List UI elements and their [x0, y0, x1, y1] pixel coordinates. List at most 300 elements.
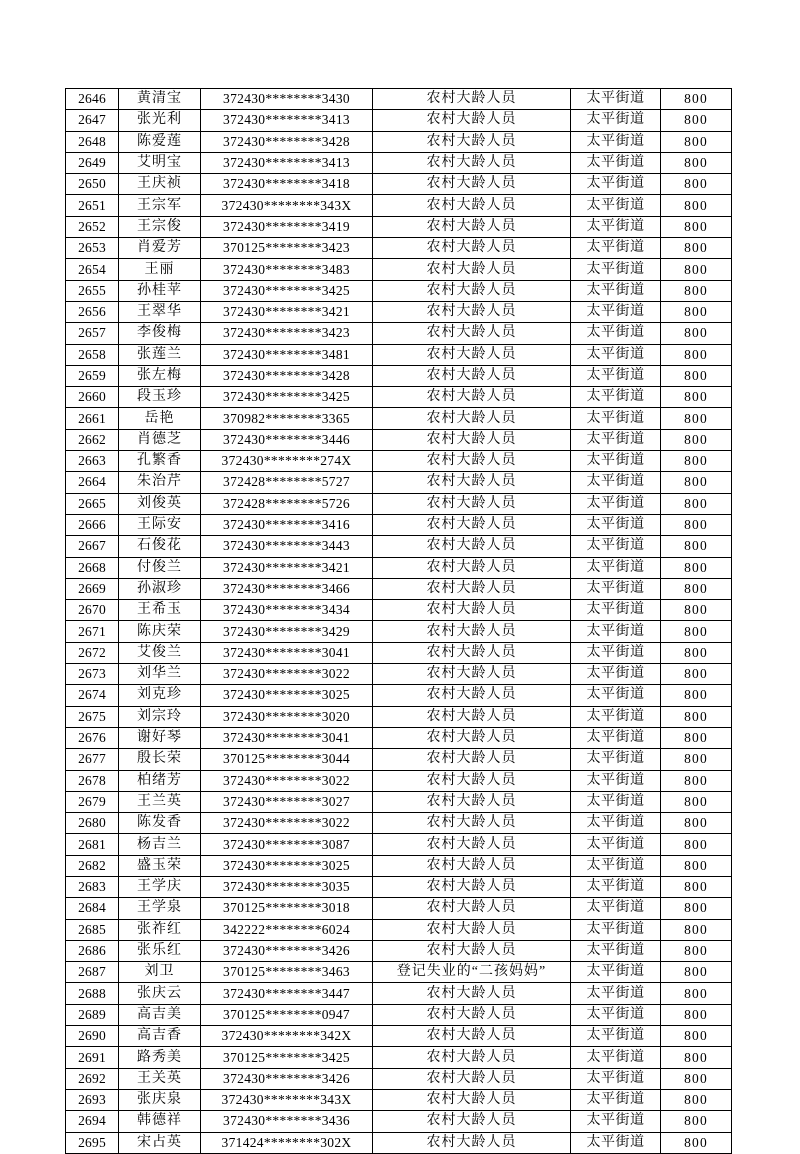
cell-amount: 800 — [661, 940, 732, 961]
table-row — [66, 472, 732, 493]
cell-street: 太平街道 — [571, 1047, 661, 1068]
cell-category: 农村大龄人员 — [373, 1004, 571, 1025]
cell-street: 太平街道 — [571, 749, 661, 770]
cell-id-number: 372430********3041 — [201, 727, 373, 748]
cell-id-number: 372430********3022 — [201, 813, 373, 834]
cell-sequence-number: 2666 — [66, 514, 119, 535]
cell-street: 太平街道 — [571, 280, 661, 301]
cell-street: 太平街道 — [571, 131, 661, 152]
cell-sequence-number: 2692 — [66, 1068, 119, 1089]
cell-amount: 800 — [661, 813, 732, 834]
cell-person-name: 张庆云 — [119, 983, 201, 1004]
cell-person-name: 路秀美 — [119, 1047, 201, 1068]
cell-category: 农村大龄人员 — [373, 940, 571, 961]
cell-id-number: 372428********5726 — [201, 493, 373, 514]
cell-amount: 800 — [661, 238, 732, 259]
cell-category: 农村大龄人员 — [373, 110, 571, 131]
cell-sequence-number: 2663 — [66, 451, 119, 472]
cell-amount: 800 — [661, 110, 732, 131]
table-row — [66, 898, 732, 919]
table-row — [66, 387, 732, 408]
cell-street: 太平街道 — [571, 429, 661, 450]
cell-id-number: 372430********3426 — [201, 940, 373, 961]
cell-person-name: 王关英 — [119, 1068, 201, 1089]
table-row — [66, 983, 732, 1004]
table-row — [66, 429, 732, 450]
cell-category: 农村大龄人员 — [373, 898, 571, 919]
cell-street: 太平街道 — [571, 600, 661, 621]
cell-category: 农村大龄人员 — [373, 876, 571, 897]
cell-person-name: 谢好琴 — [119, 727, 201, 748]
cell-sequence-number: 2664 — [66, 472, 119, 493]
cell-sequence-number: 2681 — [66, 834, 119, 855]
cell-person-name: 刘克珍 — [119, 685, 201, 706]
cell-amount: 800 — [661, 600, 732, 621]
cell-category: 农村大龄人员 — [373, 749, 571, 770]
cell-sequence-number: 2687 — [66, 962, 119, 983]
cell-street: 太平街道 — [571, 919, 661, 940]
cell-id-number: 370125********3018 — [201, 898, 373, 919]
cell-street: 太平街道 — [571, 834, 661, 855]
cell-sequence-number: 2671 — [66, 621, 119, 642]
table-row — [66, 216, 732, 237]
cell-id-number: 370982********3365 — [201, 408, 373, 429]
cell-amount: 800 — [661, 301, 732, 322]
cell-street: 太平街道 — [571, 1026, 661, 1047]
cell-street: 太平街道 — [571, 174, 661, 195]
cell-amount: 800 — [661, 706, 732, 727]
cell-amount: 800 — [661, 131, 732, 152]
cell-category: 农村大龄人员 — [373, 174, 571, 195]
cell-category: 农村大龄人员 — [373, 727, 571, 748]
cell-street: 太平街道 — [571, 898, 661, 919]
table-row — [66, 621, 732, 642]
cell-category: 农村大龄人员 — [373, 216, 571, 237]
cell-amount: 800 — [661, 1047, 732, 1068]
table-row — [66, 749, 732, 770]
cell-sequence-number: 2683 — [66, 876, 119, 897]
cell-person-name: 陈发香 — [119, 813, 201, 834]
cell-category: 农村大龄人员 — [373, 472, 571, 493]
cell-sequence-number: 2677 — [66, 749, 119, 770]
cell-sequence-number: 2682 — [66, 855, 119, 876]
cell-amount: 800 — [661, 152, 732, 173]
cell-person-name: 付俊兰 — [119, 557, 201, 578]
cell-person-name: 杨吉兰 — [119, 834, 201, 855]
cell-category: 农村大龄人员 — [373, 642, 571, 663]
cell-id-number: 372430********3421 — [201, 301, 373, 322]
table-row — [66, 1089, 732, 1110]
cell-sequence-number: 2693 — [66, 1089, 119, 1110]
cell-street: 太平街道 — [571, 365, 661, 386]
cell-category: 农村大龄人员 — [373, 493, 571, 514]
cell-id-number: 370125********3423 — [201, 238, 373, 259]
cell-amount: 800 — [661, 855, 732, 876]
cell-category: 农村大龄人员 — [373, 451, 571, 472]
cell-person-name: 王学泉 — [119, 898, 201, 919]
cell-amount: 800 — [661, 429, 732, 450]
cell-street: 太平街道 — [571, 1111, 661, 1132]
cell-id-number: 372430********3466 — [201, 578, 373, 599]
cell-amount: 800 — [661, 919, 732, 940]
cell-amount: 800 — [661, 1026, 732, 1047]
cell-amount: 800 — [661, 280, 732, 301]
cell-id-number: 372430********3434 — [201, 600, 373, 621]
cell-id-number: 372430********3428 — [201, 365, 373, 386]
cell-street: 太平街道 — [571, 301, 661, 322]
cell-person-name: 段玉珍 — [119, 387, 201, 408]
cell-person-name: 王兰英 — [119, 791, 201, 812]
cell-category: 农村大龄人员 — [373, 238, 571, 259]
cell-category: 农村大龄人员 — [373, 429, 571, 450]
cell-id-number: 372430********3436 — [201, 1111, 373, 1132]
cell-street: 太平街道 — [571, 451, 661, 472]
cell-street: 太平街道 — [571, 152, 661, 173]
cell-amount: 800 — [661, 514, 732, 535]
table-row — [66, 876, 732, 897]
table-row — [66, 1111, 732, 1132]
table-row — [66, 301, 732, 322]
table-row — [66, 238, 732, 259]
cell-amount: 800 — [661, 174, 732, 195]
table-row — [66, 664, 732, 685]
cell-category: 农村大龄人员 — [373, 195, 571, 216]
cell-id-number: 372430********3423 — [201, 323, 373, 344]
cell-id-number: 372430********3022 — [201, 770, 373, 791]
cell-amount: 800 — [661, 216, 732, 237]
cell-person-name: 柏绪芳 — [119, 770, 201, 791]
cell-person-name: 刘宗玲 — [119, 706, 201, 727]
cell-id-number: 372430********3035 — [201, 876, 373, 897]
table-row — [66, 1132, 732, 1153]
cell-sequence-number: 2665 — [66, 493, 119, 514]
cell-amount: 800 — [661, 323, 732, 344]
cell-sequence-number: 2658 — [66, 344, 119, 365]
table-row — [66, 1068, 732, 1089]
cell-amount: 800 — [661, 876, 732, 897]
cell-category: 农村大龄人员 — [373, 1026, 571, 1047]
table-row — [66, 451, 732, 472]
table-row — [66, 706, 732, 727]
cell-street: 太平街道 — [571, 408, 661, 429]
cell-category: 农村大龄人员 — [373, 280, 571, 301]
roster-table-body — [66, 89, 732, 1154]
cell-category: 农村大龄人员 — [373, 770, 571, 791]
cell-street: 太平街道 — [571, 727, 661, 748]
cell-person-name: 刘俊英 — [119, 493, 201, 514]
cell-sequence-number: 2686 — [66, 940, 119, 961]
cell-street: 太平街道 — [571, 557, 661, 578]
cell-sequence-number: 2690 — [66, 1026, 119, 1047]
table-row — [66, 578, 732, 599]
cell-sequence-number: 2651 — [66, 195, 119, 216]
cell-amount: 800 — [661, 685, 732, 706]
cell-person-name: 朱治芹 — [119, 472, 201, 493]
table-row — [66, 89, 732, 110]
cell-id-number: 372430********3418 — [201, 174, 373, 195]
cell-sequence-number: 2659 — [66, 365, 119, 386]
cell-amount: 800 — [661, 536, 732, 557]
table-row — [66, 174, 732, 195]
cell-category: 农村大龄人员 — [373, 301, 571, 322]
cell-id-number: 372430********3443 — [201, 536, 373, 557]
table-row — [66, 1047, 732, 1068]
cell-person-name: 石俊花 — [119, 536, 201, 557]
table-row — [66, 493, 732, 514]
cell-category: 农村大龄人员 — [373, 791, 571, 812]
cell-sequence-number: 2660 — [66, 387, 119, 408]
cell-sequence-number: 2689 — [66, 1004, 119, 1025]
cell-street: 太平街道 — [571, 536, 661, 557]
cell-amount: 800 — [661, 962, 732, 983]
cell-person-name: 王庆祯 — [119, 174, 201, 195]
cell-sequence-number: 2695 — [66, 1132, 119, 1153]
cell-amount: 800 — [661, 344, 732, 365]
cell-sequence-number: 2653 — [66, 238, 119, 259]
cell-person-name: 黄清宝 — [119, 89, 201, 110]
cell-person-name: 张莲兰 — [119, 344, 201, 365]
cell-id-number: 371424********302X — [201, 1132, 373, 1153]
cell-amount: 800 — [661, 727, 732, 748]
cell-category: 农村大龄人员 — [373, 1132, 571, 1153]
cell-street: 太平街道 — [571, 1132, 661, 1153]
cell-street: 太平街道 — [571, 1068, 661, 1089]
cell-amount: 800 — [661, 983, 732, 1004]
cell-id-number: 372430********3416 — [201, 514, 373, 535]
cell-category: 农村大龄人员 — [373, 685, 571, 706]
cell-id-number: 372430********3413 — [201, 110, 373, 131]
cell-category: 农村大龄人员 — [373, 664, 571, 685]
cell-id-number: 372430********3429 — [201, 621, 373, 642]
cell-amount: 800 — [661, 493, 732, 514]
cell-person-name: 刘华兰 — [119, 664, 201, 685]
cell-id-number: 342222********6024 — [201, 919, 373, 940]
cell-category: 农村大龄人员 — [373, 813, 571, 834]
roster-table — [65, 88, 732, 1154]
cell-person-name: 孙桂苹 — [119, 280, 201, 301]
cell-street: 太平街道 — [571, 323, 661, 344]
cell-category: 农村大龄人员 — [373, 259, 571, 280]
cell-street: 太平街道 — [571, 685, 661, 706]
table-row — [66, 962, 732, 983]
cell-id-number: 372430********3483 — [201, 259, 373, 280]
cell-sequence-number: 2674 — [66, 685, 119, 706]
cell-amount: 800 — [661, 259, 732, 280]
cell-person-name: 张庆泉 — [119, 1089, 201, 1110]
cell-person-name: 孔繁香 — [119, 451, 201, 472]
roster-table-container — [65, 88, 731, 1154]
table-row — [66, 323, 732, 344]
cell-id-number: 370125********3425 — [201, 1047, 373, 1068]
cell-person-name: 张左梅 — [119, 365, 201, 386]
cell-amount: 800 — [661, 1068, 732, 1089]
cell-sequence-number: 2684 — [66, 898, 119, 919]
cell-amount: 800 — [661, 664, 732, 685]
cell-sequence-number: 2678 — [66, 770, 119, 791]
cell-id-number: 372430********3446 — [201, 429, 373, 450]
cell-amount: 800 — [661, 365, 732, 386]
cell-street: 太平街道 — [571, 1004, 661, 1025]
table-row — [66, 685, 732, 706]
cell-person-name: 王际安 — [119, 514, 201, 535]
cell-amount: 800 — [661, 791, 732, 812]
cell-amount: 800 — [661, 408, 732, 429]
table-row — [66, 557, 732, 578]
cell-category: 农村大龄人员 — [373, 387, 571, 408]
cell-category: 农村大龄人员 — [373, 152, 571, 173]
cell-amount: 800 — [661, 1111, 732, 1132]
cell-person-name: 肖德芝 — [119, 429, 201, 450]
cell-sequence-number: 2676 — [66, 727, 119, 748]
table-row — [66, 110, 732, 131]
cell-category: 农村大龄人员 — [373, 514, 571, 535]
cell-street: 太平街道 — [571, 706, 661, 727]
cell-person-name: 高吉香 — [119, 1026, 201, 1047]
cell-street: 太平街道 — [571, 238, 661, 259]
cell-category: 农村大龄人员 — [373, 578, 571, 599]
cell-category: 登记失业的“二孩妈妈” — [373, 962, 571, 983]
cell-street: 太平街道 — [571, 514, 661, 535]
cell-category: 农村大龄人员 — [373, 536, 571, 557]
cell-sequence-number: 2662 — [66, 429, 119, 450]
cell-amount: 800 — [661, 834, 732, 855]
cell-person-name: 李俊梅 — [119, 323, 201, 344]
cell-street: 太平街道 — [571, 962, 661, 983]
cell-person-name: 高吉美 — [119, 1004, 201, 1025]
table-row — [66, 919, 732, 940]
cell-person-name: 肖爱芳 — [119, 238, 201, 259]
table-row — [66, 152, 732, 173]
cell-sequence-number: 2655 — [66, 280, 119, 301]
cell-sequence-number: 2680 — [66, 813, 119, 834]
cell-id-number: 372430********343X — [201, 1089, 373, 1110]
cell-street: 太平街道 — [571, 89, 661, 110]
cell-category: 农村大龄人员 — [373, 706, 571, 727]
cell-street: 太平街道 — [571, 940, 661, 961]
cell-category: 农村大龄人员 — [373, 919, 571, 940]
cell-street: 太平街道 — [571, 195, 661, 216]
cell-sequence-number: 2672 — [66, 642, 119, 663]
cell-sequence-number: 2673 — [66, 664, 119, 685]
cell-category: 农村大龄人员 — [373, 983, 571, 1004]
cell-street: 太平街道 — [571, 813, 661, 834]
cell-id-number: 372430********3421 — [201, 557, 373, 578]
cell-person-name: 盛玉荣 — [119, 855, 201, 876]
cell-street: 太平街道 — [571, 387, 661, 408]
cell-amount: 800 — [661, 749, 732, 770]
cell-id-number: 372430********3025 — [201, 855, 373, 876]
cell-id-number: 372430********3413 — [201, 152, 373, 173]
table-row — [66, 536, 732, 557]
cell-id-number: 370125********0947 — [201, 1004, 373, 1025]
cell-person-name: 艾俊兰 — [119, 642, 201, 663]
cell-id-number: 372430********3425 — [201, 280, 373, 301]
table-row — [66, 195, 732, 216]
cell-street: 太平街道 — [571, 855, 661, 876]
table-row — [66, 1004, 732, 1025]
cell-id-number: 372430********3447 — [201, 983, 373, 1004]
cell-street: 太平街道 — [571, 621, 661, 642]
table-row — [66, 940, 732, 961]
cell-amount: 800 — [661, 1132, 732, 1153]
cell-sequence-number: 2679 — [66, 791, 119, 812]
cell-category: 农村大龄人员 — [373, 323, 571, 344]
cell-sequence-number: 2646 — [66, 89, 119, 110]
cell-id-number: 372430********3027 — [201, 791, 373, 812]
cell-sequence-number: 2667 — [66, 536, 119, 557]
table-row — [66, 642, 732, 663]
cell-person-name: 王翠华 — [119, 301, 201, 322]
table-row — [66, 813, 732, 834]
cell-category: 农村大龄人员 — [373, 408, 571, 429]
cell-id-number: 372430********3481 — [201, 344, 373, 365]
cell-person-name: 王宗俊 — [119, 216, 201, 237]
cell-id-number: 372430********3041 — [201, 642, 373, 663]
cell-sequence-number: 2675 — [66, 706, 119, 727]
cell-street: 太平街道 — [571, 664, 661, 685]
cell-amount: 800 — [661, 578, 732, 599]
cell-sequence-number: 2650 — [66, 174, 119, 195]
cell-category: 农村大龄人员 — [373, 1068, 571, 1089]
cell-street: 太平街道 — [571, 493, 661, 514]
cell-id-number: 372430********3428 — [201, 131, 373, 152]
cell-street: 太平街道 — [571, 110, 661, 131]
table-row — [66, 791, 732, 812]
table-row — [66, 280, 732, 301]
cell-category: 农村大龄人员 — [373, 1111, 571, 1132]
table-row — [66, 365, 732, 386]
cell-category: 农村大龄人员 — [373, 344, 571, 365]
cell-category: 农村大龄人员 — [373, 834, 571, 855]
cell-amount: 800 — [661, 898, 732, 919]
cell-street: 太平街道 — [571, 1089, 661, 1110]
cell-person-name: 张光利 — [119, 110, 201, 131]
cell-street: 太平街道 — [571, 216, 661, 237]
cell-person-name: 张乐红 — [119, 940, 201, 961]
cell-category: 农村大龄人员 — [373, 1089, 571, 1110]
cell-street: 太平街道 — [571, 770, 661, 791]
cell-person-name: 张祚红 — [119, 919, 201, 940]
cell-amount: 800 — [661, 387, 732, 408]
cell-street: 太平街道 — [571, 876, 661, 897]
cell-amount: 800 — [661, 89, 732, 110]
cell-id-number: 372430********3025 — [201, 685, 373, 706]
cell-id-number: 370125********3044 — [201, 749, 373, 770]
cell-sequence-number: 2648 — [66, 131, 119, 152]
cell-category: 农村大龄人员 — [373, 855, 571, 876]
cell-person-name: 韩德祥 — [119, 1111, 201, 1132]
cell-sequence-number: 2691 — [66, 1047, 119, 1068]
cell-street: 太平街道 — [571, 344, 661, 365]
cell-person-name: 陈庆荣 — [119, 621, 201, 642]
cell-sequence-number: 2649 — [66, 152, 119, 173]
cell-id-number: 372430********3020 — [201, 706, 373, 727]
cell-sequence-number: 2669 — [66, 578, 119, 599]
table-row — [66, 259, 732, 280]
cell-category: 农村大龄人员 — [373, 131, 571, 152]
cell-person-name: 王宗军 — [119, 195, 201, 216]
cell-amount: 800 — [661, 557, 732, 578]
cell-person-name: 陈爱莲 — [119, 131, 201, 152]
cell-sequence-number: 2688 — [66, 983, 119, 1004]
cell-id-number: 372430********343X — [201, 195, 373, 216]
cell-street: 太平街道 — [571, 578, 661, 599]
table-row — [66, 131, 732, 152]
cell-sequence-number: 2694 — [66, 1111, 119, 1132]
cell-category: 农村大龄人员 — [373, 1047, 571, 1068]
cell-amount: 800 — [661, 195, 732, 216]
table-row — [66, 727, 732, 748]
